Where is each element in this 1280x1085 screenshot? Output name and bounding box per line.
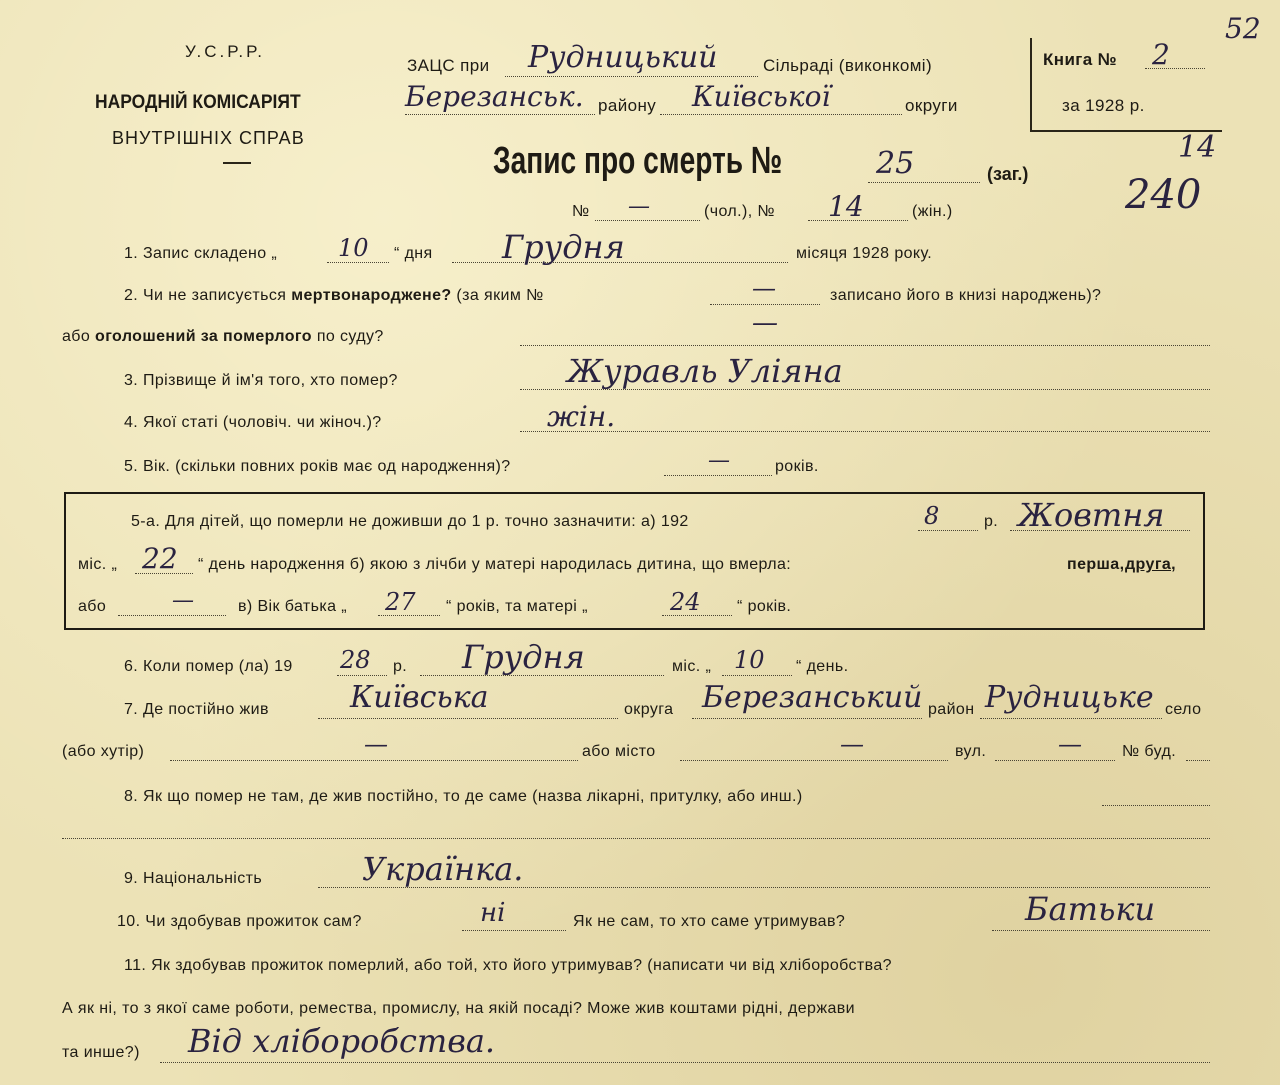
field1-label: 1. Запис складено „	[124, 245, 278, 262]
field1-mid: “ дня	[394, 245, 433, 262]
corner-number-bottom: 240	[1125, 172, 1202, 218]
district-value: Березанськ.	[405, 80, 584, 113]
field11-line2: А як ні, то з якої саме роботи, ремества, промислу, на якій посаді? Може жив коштами рідні, держави	[62, 1000, 855, 1017]
male-label: (чол.), №	[704, 203, 775, 220]
field7-okrug-label: округа	[624, 701, 674, 718]
field6-end: “ день.	[796, 658, 849, 675]
field1-day-value: 10	[338, 234, 369, 262]
field6-year-value: 28	[340, 646, 371, 674]
female-number-value: 14	[828, 190, 864, 223]
field5a-l3c: “ років, та матері „	[446, 598, 588, 615]
field7-okrug-value: Київська	[350, 680, 489, 715]
corner-number-top: 52	[1225, 12, 1261, 45]
field6-day-line	[722, 675, 792, 676]
book-number-value: 2	[1152, 38, 1170, 71]
field11-line1: 11. Як здобував прожиток померлий, або той, хто його утримував? (написати чи від хліборобства?	[124, 957, 892, 974]
field6-mid2: міс. „	[672, 658, 712, 675]
field7b-street-line	[995, 760, 1115, 761]
field7b-street-label: вул.	[955, 743, 987, 760]
field7b-hamlet-line	[170, 760, 578, 761]
district-line	[405, 114, 595, 115]
field5a-l3b: в) Вік батька „	[238, 598, 347, 615]
field5-value: —	[708, 448, 730, 473]
record-title	[493, 140, 884, 183]
field5a-first: перша,	[1067, 556, 1125, 573]
record-title-text: Запис про смерть №	[493, 140, 783, 182]
field2-number-value: —	[752, 274, 776, 302]
ministry-line1	[95, 92, 319, 114]
field5a-month-value: Жовтня	[1018, 496, 1165, 534]
field4-line	[520, 431, 1210, 432]
field11-value: Від хліборобства.	[188, 1022, 496, 1060]
field6-day-value: 10	[734, 646, 765, 674]
field2b-value: —	[752, 308, 778, 338]
field5-line	[664, 475, 772, 476]
field3-label: 3. Прізвище й ім'я того, хто помер?	[124, 372, 398, 389]
republic-label: У.С.Р.Р.	[185, 42, 265, 61]
ministry-line1-text: НАРОДНІЙ КОМІСАРІЯТ	[95, 92, 301, 113]
field8-line-b	[62, 838, 1210, 839]
female-label: (жін.)	[912, 203, 953, 220]
field10-self-line	[462, 930, 566, 931]
field7-district-value: Березанський	[702, 680, 923, 715]
field5-end: років.	[775, 458, 819, 475]
field2-label-bold: мертвонароджене?	[291, 287, 452, 304]
book-label: Книга №	[1043, 50, 1118, 69]
field6-label: 6. Коли помер (ла) 19	[124, 658, 293, 675]
field9-label: 9. Національність	[124, 870, 263, 887]
field5a-l3d: “ років.	[737, 598, 792, 615]
field6-month-value: Грудня	[462, 638, 585, 676]
field7b-city-label: або місто	[582, 743, 656, 760]
field10-who-line	[992, 930, 1210, 931]
field9-value: Українка.	[362, 850, 524, 888]
field7b-city-value: —	[840, 730, 864, 758]
corner-number-mid: 14	[1178, 130, 1217, 165]
field7-district-line	[692, 718, 922, 719]
field1-day-line	[327, 262, 389, 263]
field2b-label-a: або	[62, 328, 91, 345]
field11-line3: та инше?)	[62, 1044, 140, 1061]
field5a-l2a: міс. „	[78, 556, 118, 573]
zags-prefix: ЗАЦС при	[407, 56, 490, 75]
village-council-suffix: Сільраді (виконкомі)	[763, 56, 933, 75]
field7-okrug-line	[318, 718, 618, 719]
field7b-label: (або хутір)	[62, 743, 145, 760]
field1-end: місяця 1928 року.	[796, 245, 933, 262]
field7b-city-line	[680, 760, 948, 761]
field5-label: 5. Вік. (скільки повних років має од народження)?	[124, 458, 511, 475]
field2-line	[124, 287, 544, 305]
field5a-l3a: або	[78, 598, 107, 615]
field10-mid: Як не сам, то хто саме утримував?	[573, 913, 846, 930]
male-number-line	[595, 220, 700, 221]
field1-month-value: Грудня	[502, 228, 625, 266]
field7-village-line	[980, 718, 1162, 719]
field5a-l2b: “ день народження б) якою з лічби у матері народилась дитина, що вмерла:	[198, 556, 792, 573]
field5a-second: друга,	[1125, 556, 1177, 573]
book-year: за 1928 р.	[1062, 96, 1145, 115]
field10-self-value: ні	[480, 898, 506, 928]
field5a-mother-value: 24	[670, 588, 701, 616]
village-council-value: Рудницький	[528, 40, 718, 75]
field7-village-label: село	[1165, 701, 1202, 718]
field2-label-b: (за яким №	[456, 287, 544, 304]
field7b-street-value: —	[1058, 730, 1082, 758]
field3-value: Журавль Уліяна	[567, 352, 843, 390]
field7-village-value: Рудницьке	[985, 680, 1154, 715]
record-number-value: 25	[876, 146, 915, 181]
village-council-line	[505, 76, 758, 77]
field5a-year-value: 8	[924, 502, 940, 530]
field2b-line-fill	[520, 345, 1210, 346]
field7b-house-line	[1186, 760, 1210, 761]
field5a-other-value: —	[172, 588, 194, 613]
field5a-day-value: 22	[142, 542, 178, 575]
record-number-line	[868, 182, 980, 183]
field2-number-line	[710, 304, 820, 305]
field8-line-a	[1102, 805, 1210, 806]
sub-no-label: №	[572, 203, 590, 220]
male-number-value: —	[628, 194, 650, 219]
field7b-house-label: № буд.	[1122, 743, 1177, 760]
field2b-line	[62, 328, 384, 346]
field6-mid1: р.	[393, 658, 408, 675]
ministry-line2: ВНУТРІШНІХ СПРАВ	[112, 128, 305, 148]
field10-label: 10. Чи здобував прожиток сам?	[117, 913, 362, 930]
field5a-father-value: 27	[385, 588, 416, 616]
field7-district-label: район	[928, 701, 975, 718]
district-label: району	[598, 96, 657, 115]
field7-label: 7. Де постійно жив	[124, 701, 269, 718]
field2-label-a: 2. Чи не записується	[124, 287, 287, 304]
field10-who-value: Батьки	[1025, 890, 1156, 928]
field5a-other-line	[118, 615, 226, 616]
field6-year-line	[337, 675, 387, 676]
header-divider	[223, 162, 251, 164]
field11-line	[160, 1062, 1210, 1063]
okrug-value: Київської	[692, 80, 831, 113]
field5a-year-suffix: р.	[984, 513, 999, 530]
field5a-line1: 5-а. Для дітей, що померли не доживши до 1 р. точно зазначити: а) 192	[131, 513, 689, 530]
field7b-hamlet-value: —	[364, 730, 388, 758]
field8-label: 8. Як що помер не там, де жив постійно, то де саме (назва лікарні, притулку, або инш.)	[124, 788, 803, 805]
field4-value: жін.	[547, 400, 616, 433]
field5a-year-line	[918, 530, 978, 531]
field2b-label-bold: оголошений за померлого	[95, 328, 312, 345]
okrug-label: округи	[905, 96, 958, 115]
field2b-label-b: по суду?	[316, 328, 384, 345]
field4-label: 4. Якої статі (чоловіч. чи жіноч.)?	[124, 414, 382, 431]
record-title-suffix: (заг.)	[987, 164, 1029, 184]
okrug-line	[660, 114, 902, 115]
field2-end: записано його в книзі народжень)?	[830, 287, 1102, 304]
